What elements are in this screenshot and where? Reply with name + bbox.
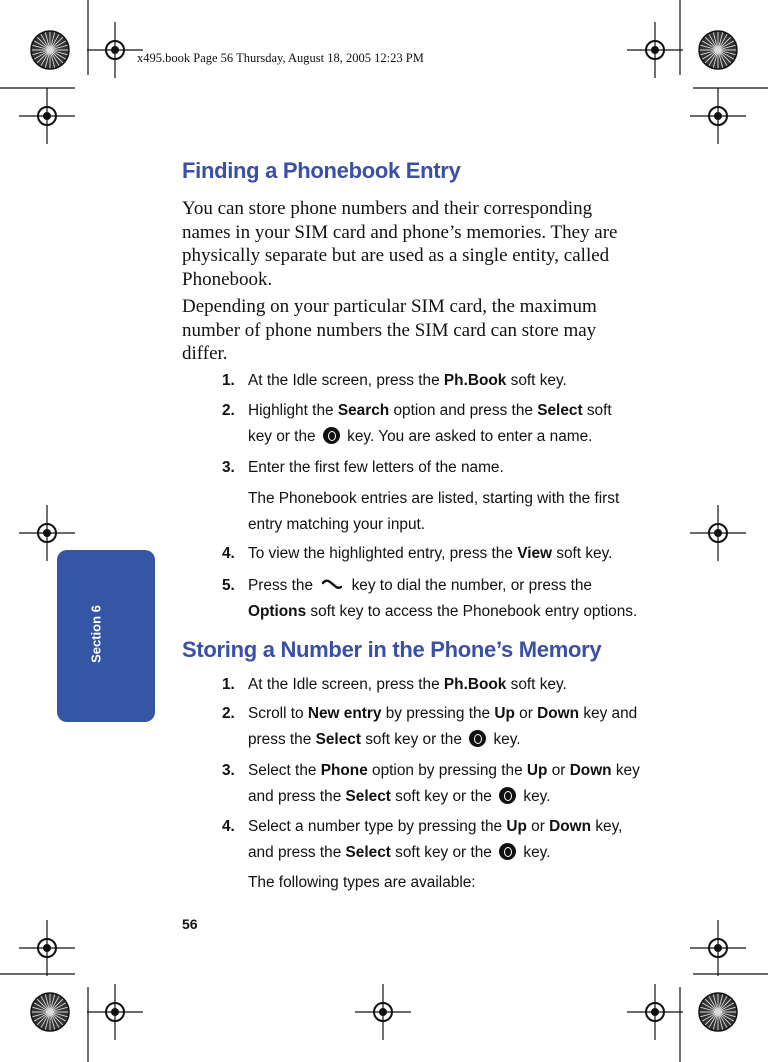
step-4-note: The following types are available: xyxy=(248,874,476,891)
step-5: Press the key to dial the number, or press the Options soft key to access the Phonebook entry options. xyxy=(248,577,638,620)
ok-key-icon xyxy=(323,427,340,444)
ok-key-icon xyxy=(499,843,516,860)
registration-mark-icon xyxy=(19,88,75,144)
step-number: 3. xyxy=(222,459,235,476)
section-title-finding-entry: Finding a Phonebook Entry xyxy=(182,158,461,183)
registration-mark-icon xyxy=(87,22,143,78)
step-number: 1. xyxy=(222,676,235,693)
registration-mark-icon xyxy=(19,920,75,976)
step-2: Scroll to New entry by pressing the Up or Down key and press the Select soft key or the key. xyxy=(248,705,638,748)
step-number: 5. xyxy=(222,577,235,594)
registration-mark-icon xyxy=(690,505,746,561)
para-line: names in your SIM card and phone’s memories. They are xyxy=(182,221,618,243)
para-line: You can store phone numbers and their corresponding xyxy=(182,198,593,219)
step-number: 4. xyxy=(222,545,235,562)
send-key-icon xyxy=(321,578,343,592)
intro-paragraph xyxy=(182,197,652,291)
section-tab-label: Section 6 xyxy=(88,605,104,663)
step-number: 4. xyxy=(222,818,235,835)
step-4: To view the highlighted entry, press the View soft key. xyxy=(248,545,613,562)
registration-mark-icon xyxy=(355,984,411,1040)
para-line: Depending on your particular SIM card, the maximum xyxy=(182,296,597,317)
ok-key-icon xyxy=(499,787,516,804)
para-line: differ. xyxy=(182,343,228,364)
step-3: Select the Phone option by pressing the Up or Down key and press the Select soft key or the key. xyxy=(248,762,640,805)
para-line: Phonebook. xyxy=(182,268,273,290)
registration-mark-icon xyxy=(31,993,69,1031)
registration-mark-icon xyxy=(690,88,746,144)
step-number: 3. xyxy=(222,762,235,779)
step-number: 1. xyxy=(222,372,235,389)
page-number: 56 xyxy=(182,916,198,932)
para-line: number of phone numbers the SIM card can store may xyxy=(182,319,597,341)
book-header: x495.book Page 56 Thursday, August 18, 2005 12:23 PM xyxy=(137,51,424,65)
registration-mark-icon xyxy=(627,22,683,78)
step-1: At the Idle screen, press the Ph.Book soft key. xyxy=(248,676,567,693)
step-4: Select a number type by pressing the Up or Down key, and press the Select soft key or the key. xyxy=(248,818,623,861)
step-3: Enter the first few letters of the name. xyxy=(248,459,504,476)
step-1: At the Idle screen, press the Ph.Book soft key. xyxy=(248,372,567,389)
registration-mark-icon xyxy=(699,31,737,69)
registration-mark-icon xyxy=(690,920,746,976)
registration-mark-icon xyxy=(31,31,69,69)
section-title-storing-number: Storing a Number in the Phone’s Memory xyxy=(182,637,602,662)
ok-key-icon xyxy=(469,730,486,747)
registration-mark-icon xyxy=(87,984,143,1040)
registration-mark-icon xyxy=(699,993,737,1031)
registration-mark-icon xyxy=(627,984,683,1040)
step-number: 2. xyxy=(222,402,235,419)
step-number: 2. xyxy=(222,705,235,722)
section-tab xyxy=(57,550,155,722)
para-line: physically separate but are used as a single entity, called xyxy=(182,245,610,266)
sim-paragraph xyxy=(182,295,652,366)
step-3-note: The Phonebook entries are listed, starting with the first entry matching your input. xyxy=(248,490,620,533)
step-2: Highlight the Search option and press the Select soft key or the key. You are asked to enter a name. xyxy=(248,402,612,445)
